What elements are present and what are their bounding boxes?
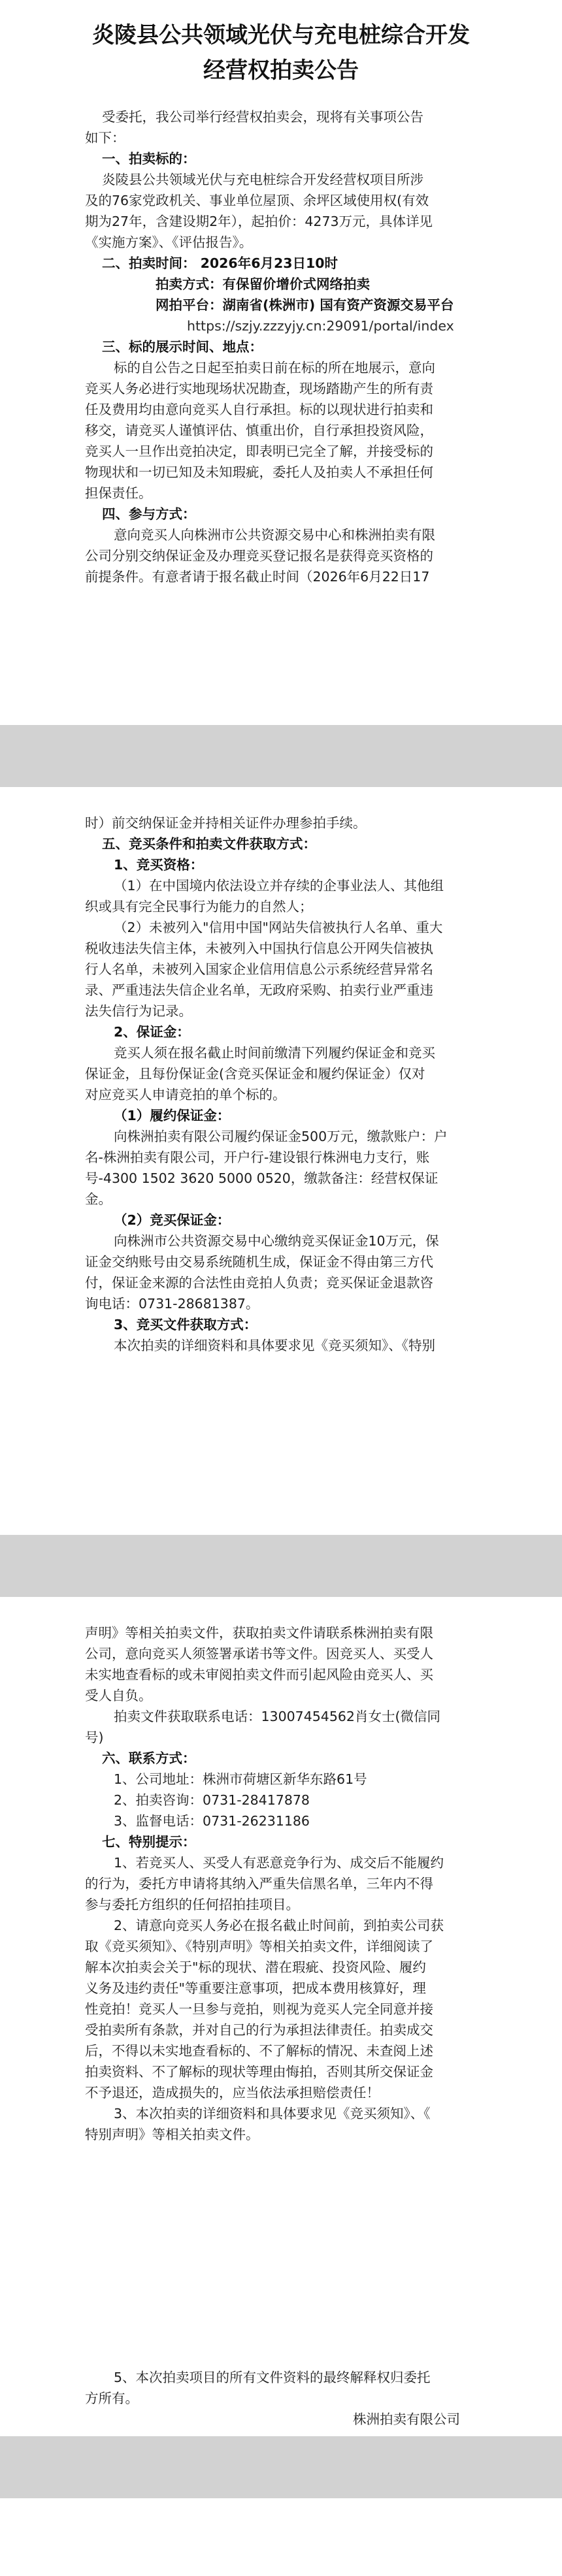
paragraph-line: 本次拍卖的详细资料和具体要求见《竞买须知》、《特别 xyxy=(114,1338,435,1353)
document-page-1 xyxy=(0,0,562,725)
paragraph-line: 时）前交纳保证金并持相关证件办理参拍手续。 xyxy=(85,815,367,831)
paragraph-line: 法失信行为记录。 xyxy=(85,1003,192,1019)
paragraph-line: 炎陵县公共领域光伏与充电桩综合开发经营权项目所涉 xyxy=(102,172,423,187)
contact-phone-line: 拍卖文件获取联系电话：13007454562肖女士(微信同 xyxy=(114,1709,440,1724)
paragraph-line: 后，不得以未实地查看标的、不了解标的情况、未查阅上述 xyxy=(85,2043,433,2059)
paragraph-line: （2）未被列入"信用中国"网站失信被执行人名单、重大 xyxy=(114,920,443,935)
paragraph-line: 录、严重违法失信企业名单，无政府采购、拍卖行业严重违 xyxy=(85,982,433,998)
intro-line: 如下： xyxy=(85,130,125,146)
subsection-heading: 1、竞买资格： xyxy=(114,857,204,873)
paragraph-line: 向株洲市公共资源交易中心缴纳竞买保证金10万元，保 xyxy=(114,1233,439,1249)
paragraph-line: 解本次拍卖会关于"标的现状、潜在瑕疵、投资风险、履约 xyxy=(85,1959,426,1975)
paragraph-line: 受拍卖所有条款，并对自己的行为承担法律责任。拍卖成交 xyxy=(85,2022,433,2038)
paragraph-line: 期为27年，含建设期2年），起拍价：4273万元，具体详见 xyxy=(85,214,433,229)
paragraph-line: 意向竞买人向株洲市公共资源交易中心和株洲拍卖有限 xyxy=(114,527,435,543)
section-heading: 一、拍卖标的： xyxy=(102,151,196,167)
paragraph-line: 物现状和一切已知及未知瑕疵，委托人及拍卖人不承担任何 xyxy=(85,464,433,480)
paragraph-line: 1、若竞买人、买受人有恶意竞争行为、成交后不能履约 xyxy=(114,1855,444,1871)
platform-url-link[interactable]: https://szjy.zzzyjy.cn:29091/portal/index xyxy=(187,318,454,334)
paragraph-line: 保证金，且每份保证金(含竞买保证金和履约保证金）仅对 xyxy=(85,1066,425,1082)
paragraph-line: 对应竞买人申请竞拍的单个标的。 xyxy=(85,1087,286,1103)
paragraph-line: 竞买人务必进行实地现场状况勘查，现场踏勘产生的所有责 xyxy=(85,381,433,396)
contact-supervision-line: 3、监督电话：0731-26231186 xyxy=(114,1813,310,1829)
paragraph-line: 竞买人须在报名截止时间前缴清下列履约保证金和竞买 xyxy=(114,1045,435,1061)
auction-method-line: 拍卖方式：有保留价增价式网络拍卖 xyxy=(156,276,370,292)
signature-company: 株洲拍卖有限公司 xyxy=(353,2411,460,2427)
paragraph-line: 的行为，委托方申请将其纳入严重失信黑名单，三年内不得 xyxy=(85,1876,433,1892)
document-title-line-2: 经营权拍卖公告 xyxy=(203,57,359,84)
paragraph-line: 行人名单，未被列入国家企业信用信息公示系统经营异常名 xyxy=(85,961,433,977)
paragraph-line: 性竞拍！竞买人一旦参与竞拍，则视为竞买人完全同意并接 xyxy=(85,2001,433,2017)
paragraph-line: 方所有。 xyxy=(85,2391,139,2406)
paragraph-line: 织或具有完全民事行为能力的自然人； xyxy=(85,899,313,914)
section-heading: 四、参与方式： xyxy=(102,506,196,522)
section-heading: 七、特别提示： xyxy=(102,1834,196,1850)
subsection-heading: （2）竞买保证金： xyxy=(114,1212,231,1228)
paragraph-line: 受人自负。 xyxy=(85,1688,152,1703)
section-heading: 六、联系方式： xyxy=(102,1750,196,1766)
document-page-2 xyxy=(0,787,562,1535)
contact-address-line: 1、公司地址：株洲市荷塘区新华东路61号 xyxy=(114,1771,367,1787)
paragraph-line: 参与委托方组织的任何招拍挂项目。 xyxy=(85,1897,299,1912)
paragraph-line: 任及费用均由意向竞买人自行承担。标的以现状进行拍卖和 xyxy=(85,402,433,417)
document-title-line-1: 炎陵县公共领域光伏与充电桩综合开发 xyxy=(92,22,470,48)
document-page-3 xyxy=(0,1597,562,2436)
paragraph-line: 标的自公告之日起至拍卖日前在标的所在地展示，意向 xyxy=(114,360,435,376)
section-heading: 五、竞买条件和拍卖文件获取方式： xyxy=(102,836,316,852)
paragraph-line: 担保责任。 xyxy=(85,485,152,501)
paragraph-line: 取《竞买须知》、《特别声明》等相关拍卖文件，详细阅读了 xyxy=(85,1939,433,1954)
paragraph-line: 5、本次拍卖项目的所有文件资料的最终解释权归委托 xyxy=(114,2370,431,2385)
paragraph-line: （1）在中国境内依法设立并存续的企事业法人、其他组 xyxy=(114,878,444,894)
paragraph-line: 名-株洲拍卖有限公司，开户行-建设银行株洲电力支行，账 xyxy=(85,1150,430,1165)
paragraph-line: 不予退还，造成损失的，应当依法承担赔偿责任！ xyxy=(85,2085,380,2101)
paragraph-line: 义务及违约责任"等重要注意事项，把成本费用核算好，理 xyxy=(85,1980,426,1996)
paragraph-line: 移交，请竞买人谨慎评估、慎重出价，自行承担投资风险， xyxy=(85,423,433,438)
paragraph-line: 特别声明》等相关拍卖文件。 xyxy=(85,2127,259,2142)
paragraph-line: 未实地查看标的或未审阅拍卖文件而引起风险由竞买人、买 xyxy=(85,1667,433,1682)
paragraph-line: 公司，意向竞买人须签署承诺书等文件。因竞买人、买受人 xyxy=(85,1646,433,1662)
subsection-heading: （1）履约保证金： xyxy=(114,1108,231,1123)
paragraph-line: 及的76家党政机关、事业单位屋顶、余坪区域使用权(有效 xyxy=(85,193,429,208)
paragraph-line: 竞买人一旦作出竞拍决定，即表明已完全了解，并接受标的 xyxy=(85,443,433,459)
paragraph-line: 3、本次拍卖的详细资料和具体要求见《竞买须知》、《 xyxy=(114,2106,431,2121)
paragraph-line: 税收违法失信主体，未被列入中国执行信息公开网失信被执 xyxy=(85,941,433,956)
intro-line: 受委托，我公司举行经营权拍卖会，现将有关事项公告 xyxy=(102,109,423,125)
paragraph-line: 向株洲拍卖有限公司履约保证金500万元，缴款账户：户 xyxy=(114,1129,448,1144)
paragraph-line: 证金交纳账号由交易系统随机生成，保证金不得由第三方代 xyxy=(85,1254,433,1270)
paragraph-line: 号-4300 1502 3620 5000 0520，缴款备注：经营权保证 xyxy=(85,1170,438,1186)
paragraph-line: 询电话：0731-28681387。 xyxy=(85,1296,259,1312)
paragraph-line: 号) xyxy=(85,1730,104,1745)
contact-consult-line: 2、拍卖咨询：0731-28417878 xyxy=(114,1792,310,1808)
section-heading: 二、拍卖时间： 2026年6月23日10时 xyxy=(102,255,339,271)
paragraph-line: 前提条件。有意者请于报名截止时间（2026年6月22日17 xyxy=(85,569,430,585)
paragraph-line: 《实施方案》、《评估报告》。 xyxy=(85,234,253,250)
paragraph-line: 拍卖资料、不了解标的现状等理由悔拍，否则其所交保证金 xyxy=(85,2064,433,2080)
document-page-4 xyxy=(0,2498,562,2576)
paragraph-line: 金。 xyxy=(85,1191,112,1207)
auction-platform-line: 网拍平台：湖南省(株洲市) 国有资产资源交易平台 xyxy=(156,297,454,313)
subsection-heading: 2、保证金： xyxy=(114,1024,190,1040)
section-heading: 三、标的展示时间、地点： xyxy=(102,339,263,355)
paragraph-line: 公司分别交纳保证金及办理竞买登记报名是获得竞买资格的 xyxy=(85,548,433,564)
subsection-heading: 3、竞买文件获取方式： xyxy=(114,1317,257,1332)
paragraph-line: 声明》等相关拍卖文件，获取拍卖文件请联系株洲拍卖有限 xyxy=(85,1625,433,1641)
paragraph-line: 2、请意向竞买人务必在报名截止时间前，到拍卖公司获 xyxy=(114,1918,444,1933)
paragraph-line: 付，保证金来源的合法性由竞拍人负责；竞买保证金退款咨 xyxy=(85,1275,433,1291)
